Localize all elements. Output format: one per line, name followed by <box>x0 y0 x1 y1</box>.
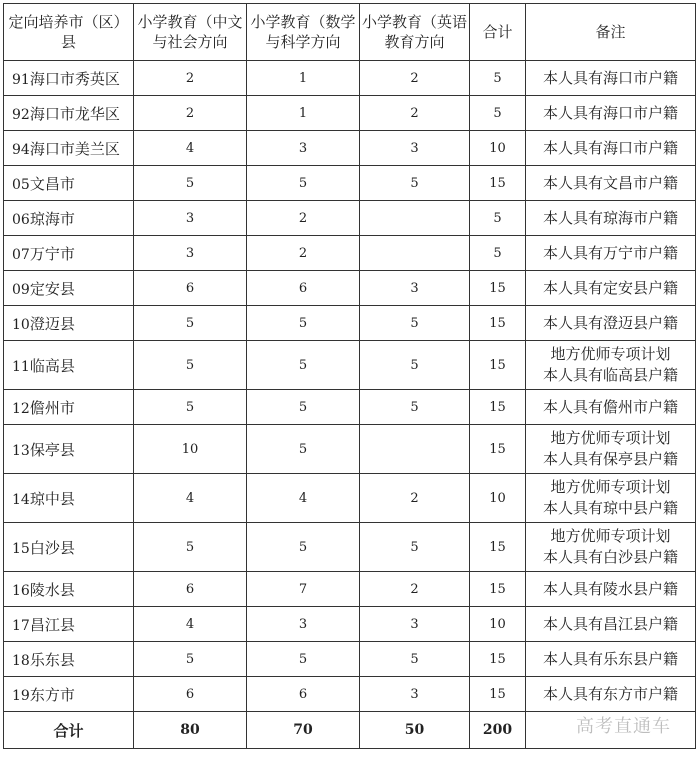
table-row <box>4 607 696 642</box>
note-cell <box>526 131 696 166</box>
region-cell <box>4 61 134 96</box>
english-count: 5 <box>360 306 470 341</box>
english-count: 5 <box>360 642 470 677</box>
math-count: 1 <box>247 96 360 131</box>
chinese-count: 5 <box>134 642 247 677</box>
total-label: 合计 <box>4 712 134 749</box>
region-name: 万宁市 <box>29 244 75 263</box>
chinese-count: 4 <box>134 607 247 642</box>
region-cell <box>4 677 134 712</box>
note-cell <box>526 572 696 607</box>
math-count: 5 <box>247 390 360 425</box>
note-line: 本人具有海口市户籍 <box>542 68 678 87</box>
header-english: 小学教育（英语教育方向 <box>360 4 470 61</box>
region-cell <box>4 96 134 131</box>
math-count: 6 <box>247 271 360 306</box>
table-row <box>4 523 696 572</box>
note-cell <box>526 642 696 677</box>
region-cell <box>4 390 134 425</box>
chinese-count: 5 <box>134 523 247 572</box>
chinese-count: 5 <box>134 341 247 390</box>
region-code: 06 <box>12 211 30 228</box>
row-total: 15 <box>470 523 526 572</box>
math-count: 4 <box>247 474 360 523</box>
table-body <box>4 61 696 712</box>
english-count: 2 <box>360 474 470 523</box>
english-count <box>360 425 470 474</box>
region-name: 定安县 <box>29 279 75 298</box>
region-cell <box>4 425 134 474</box>
chinese-count: 3 <box>134 236 247 271</box>
table-row <box>4 474 696 523</box>
quota-table <box>3 3 696 749</box>
english-count <box>360 201 470 236</box>
row-total: 15 <box>470 306 526 341</box>
note-line: 本人具有澄迈县户籍 <box>542 313 678 332</box>
total-english: 50 <box>360 712 470 749</box>
note-line: 本人具有昌江县户籍 <box>542 614 678 633</box>
note-line: 地方优师专项计划 <box>550 345 671 363</box>
math-count: 2 <box>247 201 360 236</box>
english-count: 5 <box>360 390 470 425</box>
note-line: 本人具有琼海市户籍 <box>542 208 678 227</box>
math-count: 3 <box>247 607 360 642</box>
total-math: 70 <box>247 712 360 749</box>
region-code: 16 <box>12 582 30 599</box>
region-name: 儋州市 <box>29 398 75 417</box>
note-cell <box>526 201 696 236</box>
region-name: 澄迈县 <box>29 314 75 333</box>
table-row <box>4 96 696 131</box>
english-count: 3 <box>360 271 470 306</box>
table-row <box>4 271 696 306</box>
chinese-count: 4 <box>134 131 247 166</box>
region-code: 13 <box>12 442 30 459</box>
region-cell <box>4 236 134 271</box>
math-count: 5 <box>247 341 360 390</box>
english-count: 3 <box>360 607 470 642</box>
table-row <box>4 642 696 677</box>
table-row <box>4 61 696 96</box>
math-count: 5 <box>247 523 360 572</box>
note-line: 本人具有定安县户籍 <box>542 278 678 297</box>
region-cell <box>4 131 134 166</box>
region-code: 14 <box>12 491 30 508</box>
chinese-count: 5 <box>134 390 247 425</box>
note-cell <box>526 341 696 390</box>
region-code: 94 <box>12 141 30 158</box>
header-row <box>4 4 696 61</box>
region-name: 乐东县 <box>29 650 75 669</box>
table-row <box>4 425 696 474</box>
note-cell <box>526 166 696 201</box>
region-name: 陵水县 <box>29 580 75 599</box>
row-total: 5 <box>470 236 526 271</box>
note-line: 本人具有海口市户籍 <box>542 103 678 122</box>
region-name: 临高县 <box>29 356 75 375</box>
row-total: 10 <box>470 131 526 166</box>
note-cell <box>526 523 696 572</box>
note-cell <box>526 425 696 474</box>
note-line: 本人具有白沙县户籍 <box>542 548 678 566</box>
note-line: 地方优师专项计划 <box>550 429 671 447</box>
row-total: 15 <box>470 425 526 474</box>
total-chinese: 80 <box>134 712 247 749</box>
region-name: 东方市 <box>29 685 75 704</box>
table-row <box>4 306 696 341</box>
chinese-count: 6 <box>134 271 247 306</box>
note-cell <box>526 61 696 96</box>
chinese-count: 4 <box>134 474 247 523</box>
table-row <box>4 390 696 425</box>
row-total: 5 <box>470 96 526 131</box>
note-line: 本人具有临高县户籍 <box>542 366 678 384</box>
chinese-count: 5 <box>134 306 247 341</box>
region-name: 海口市龙华区 <box>29 104 120 123</box>
row-total: 10 <box>470 607 526 642</box>
math-count: 5 <box>247 642 360 677</box>
chinese-count: 3 <box>134 201 247 236</box>
note-cell <box>526 677 696 712</box>
english-count: 5 <box>360 166 470 201</box>
region-code: 11 <box>12 358 30 375</box>
math-count: 5 <box>247 425 360 474</box>
table-row <box>4 341 696 390</box>
english-count <box>360 236 470 271</box>
note-cell <box>526 306 696 341</box>
region-code: 07 <box>12 246 30 263</box>
note-cell <box>526 271 696 306</box>
header-total: 合计 <box>470 4 526 61</box>
watermark-text: 高考直通车 <box>576 716 671 737</box>
region-code: 19 <box>12 687 30 704</box>
region-cell <box>4 341 134 390</box>
header-chinese: 小学教育（中文与社会方向 <box>134 4 247 61</box>
note-cell <box>526 474 696 523</box>
region-name: 海口市美兰区 <box>29 139 120 158</box>
chinese-count: 2 <box>134 61 247 96</box>
row-total: 10 <box>470 474 526 523</box>
math-count: 1 <box>247 61 360 96</box>
header-region: 定向培养市（区）县 <box>4 4 134 61</box>
table-row <box>4 236 696 271</box>
region-code: 17 <box>12 617 30 634</box>
region-name: 保亭县 <box>29 440 75 459</box>
region-code: 91 <box>12 71 30 88</box>
header-note: 备注 <box>526 4 696 61</box>
note-line: 本人具有保亭县户籍 <box>542 450 678 468</box>
row-total: 15 <box>470 677 526 712</box>
note-line: 本人具有乐东县户籍 <box>542 649 678 668</box>
region-cell <box>4 306 134 341</box>
region-name: 海口市秀英区 <box>29 69 120 88</box>
region-cell <box>4 271 134 306</box>
region-code: 92 <box>12 106 30 123</box>
english-count: 3 <box>360 677 470 712</box>
math-count: 3 <box>247 131 360 166</box>
note-cell <box>526 96 696 131</box>
region-cell <box>4 201 134 236</box>
region-cell <box>4 474 134 523</box>
region-name: 琼中县 <box>29 489 75 508</box>
row-total: 15 <box>470 642 526 677</box>
region-cell <box>4 166 134 201</box>
region-name: 白沙县 <box>29 538 75 557</box>
chinese-count: 6 <box>134 677 247 712</box>
note-line: 本人具有琼中县户籍 <box>542 499 678 517</box>
region-cell <box>4 572 134 607</box>
english-count: 5 <box>360 523 470 572</box>
region-code: 18 <box>12 652 30 669</box>
row-total: 5 <box>470 201 526 236</box>
region-code: 12 <box>12 400 30 417</box>
row-total: 15 <box>470 166 526 201</box>
note-line: 本人具有文昌市户籍 <box>542 173 678 192</box>
note-line: 本人具有海口市户籍 <box>542 138 678 157</box>
row-total: 15 <box>470 390 526 425</box>
region-code: 10 <box>12 316 30 333</box>
chinese-count: 5 <box>134 166 247 201</box>
table-row <box>4 166 696 201</box>
total-sum: 200 <box>470 712 526 749</box>
row-total: 15 <box>470 341 526 390</box>
english-count: 3 <box>360 131 470 166</box>
table-row <box>4 677 696 712</box>
math-count: 5 <box>247 306 360 341</box>
note-line: 地方优师专项计划 <box>550 527 671 545</box>
row-total: 15 <box>470 271 526 306</box>
chinese-count: 10 <box>134 425 247 474</box>
chinese-count: 6 <box>134 572 247 607</box>
table-row <box>4 201 696 236</box>
note-line: 本人具有儋州市户籍 <box>542 397 678 416</box>
header-math: 小学教育（数学与科学方向 <box>247 4 360 61</box>
note-line: 本人具有陵水县户籍 <box>542 579 678 598</box>
english-count: 2 <box>360 572 470 607</box>
note-cell <box>526 390 696 425</box>
region-name: 琼海市 <box>29 209 75 228</box>
table-row <box>4 572 696 607</box>
region-cell <box>4 523 134 572</box>
note-line: 地方优师专项计划 <box>550 478 671 496</box>
region-code: 15 <box>12 540 30 557</box>
row-total: 5 <box>470 61 526 96</box>
table-row <box>4 131 696 166</box>
region-code: 05 <box>12 176 30 193</box>
chinese-count: 2 <box>134 96 247 131</box>
math-count: 6 <box>247 677 360 712</box>
region-name: 昌江县 <box>29 615 75 634</box>
note-cell <box>526 236 696 271</box>
region-cell <box>4 607 134 642</box>
note-line: 本人具有东方市户籍 <box>542 684 678 703</box>
region-name: 文昌市 <box>29 174 75 193</box>
english-count: 2 <box>360 96 470 131</box>
row-total: 15 <box>470 572 526 607</box>
english-count: 5 <box>360 341 470 390</box>
region-code: 09 <box>12 281 30 298</box>
note-line: 本人具有万宁市户籍 <box>542 243 678 262</box>
note-cell <box>526 607 696 642</box>
math-count: 5 <box>247 166 360 201</box>
region-cell <box>4 642 134 677</box>
math-count: 7 <box>247 572 360 607</box>
english-count: 2 <box>360 61 470 96</box>
math-count: 2 <box>247 236 360 271</box>
